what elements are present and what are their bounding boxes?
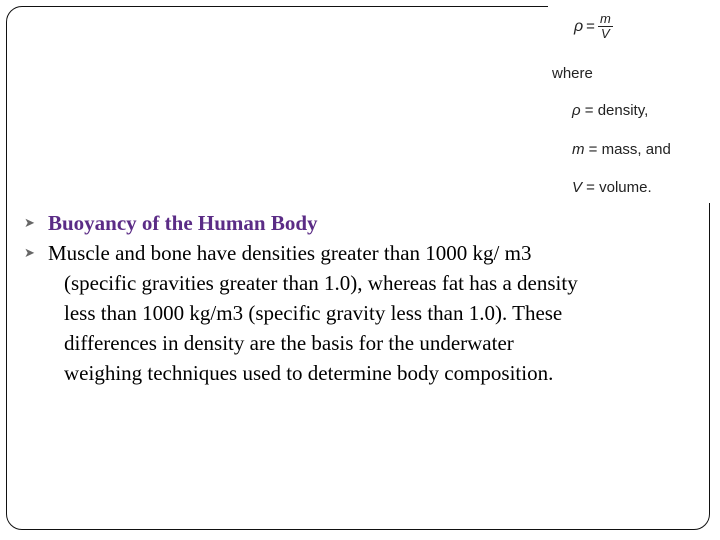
bullet-list [24, 208, 700, 388]
bullet-body [24, 238, 700, 388]
rho-symbol: ρ [574, 17, 584, 35]
definition-symbol: V [572, 179, 583, 196]
bullet-arrow-icon: ➤ [24, 245, 35, 260]
where-label: where [552, 65, 593, 82]
definition-text: = mass, and [584, 141, 671, 158]
equals-sign: = [586, 18, 595, 35]
fraction-numerator: m [599, 11, 611, 26]
body-line: less than 1000 kg/m3 (specific gravity less than 1.0). These [64, 301, 563, 325]
body-line: (specific gravities greater than 1.0), whereas fat has a density [64, 271, 578, 295]
definition-density [572, 102, 648, 119]
definition-volume [572, 179, 652, 196]
bullet-heading [24, 208, 700, 238]
fraction-denominator: V [601, 26, 610, 41]
definition-symbol: ρ [572, 102, 581, 119]
definition-symbol: m [572, 141, 585, 158]
heading-text: Buoyancy of the Human Body [48, 211, 318, 235]
body-line: Muscle and bone have densities greater than 1000 kg/ m3 [48, 241, 532, 265]
body-line: weighing techniques used to determine body composition. [64, 361, 554, 385]
density-equation [574, 12, 613, 41]
body-line: differences in density are the basis for the underwater [64, 331, 514, 355]
definition-text: = density, [580, 102, 649, 119]
bullet-arrow-icon: ➤ [24, 215, 35, 230]
definition-text: = volume. [582, 179, 652, 196]
definition-mass [572, 141, 671, 158]
density-formula-image [548, 6, 710, 203]
mass-over-volume-fraction [598, 12, 613, 41]
